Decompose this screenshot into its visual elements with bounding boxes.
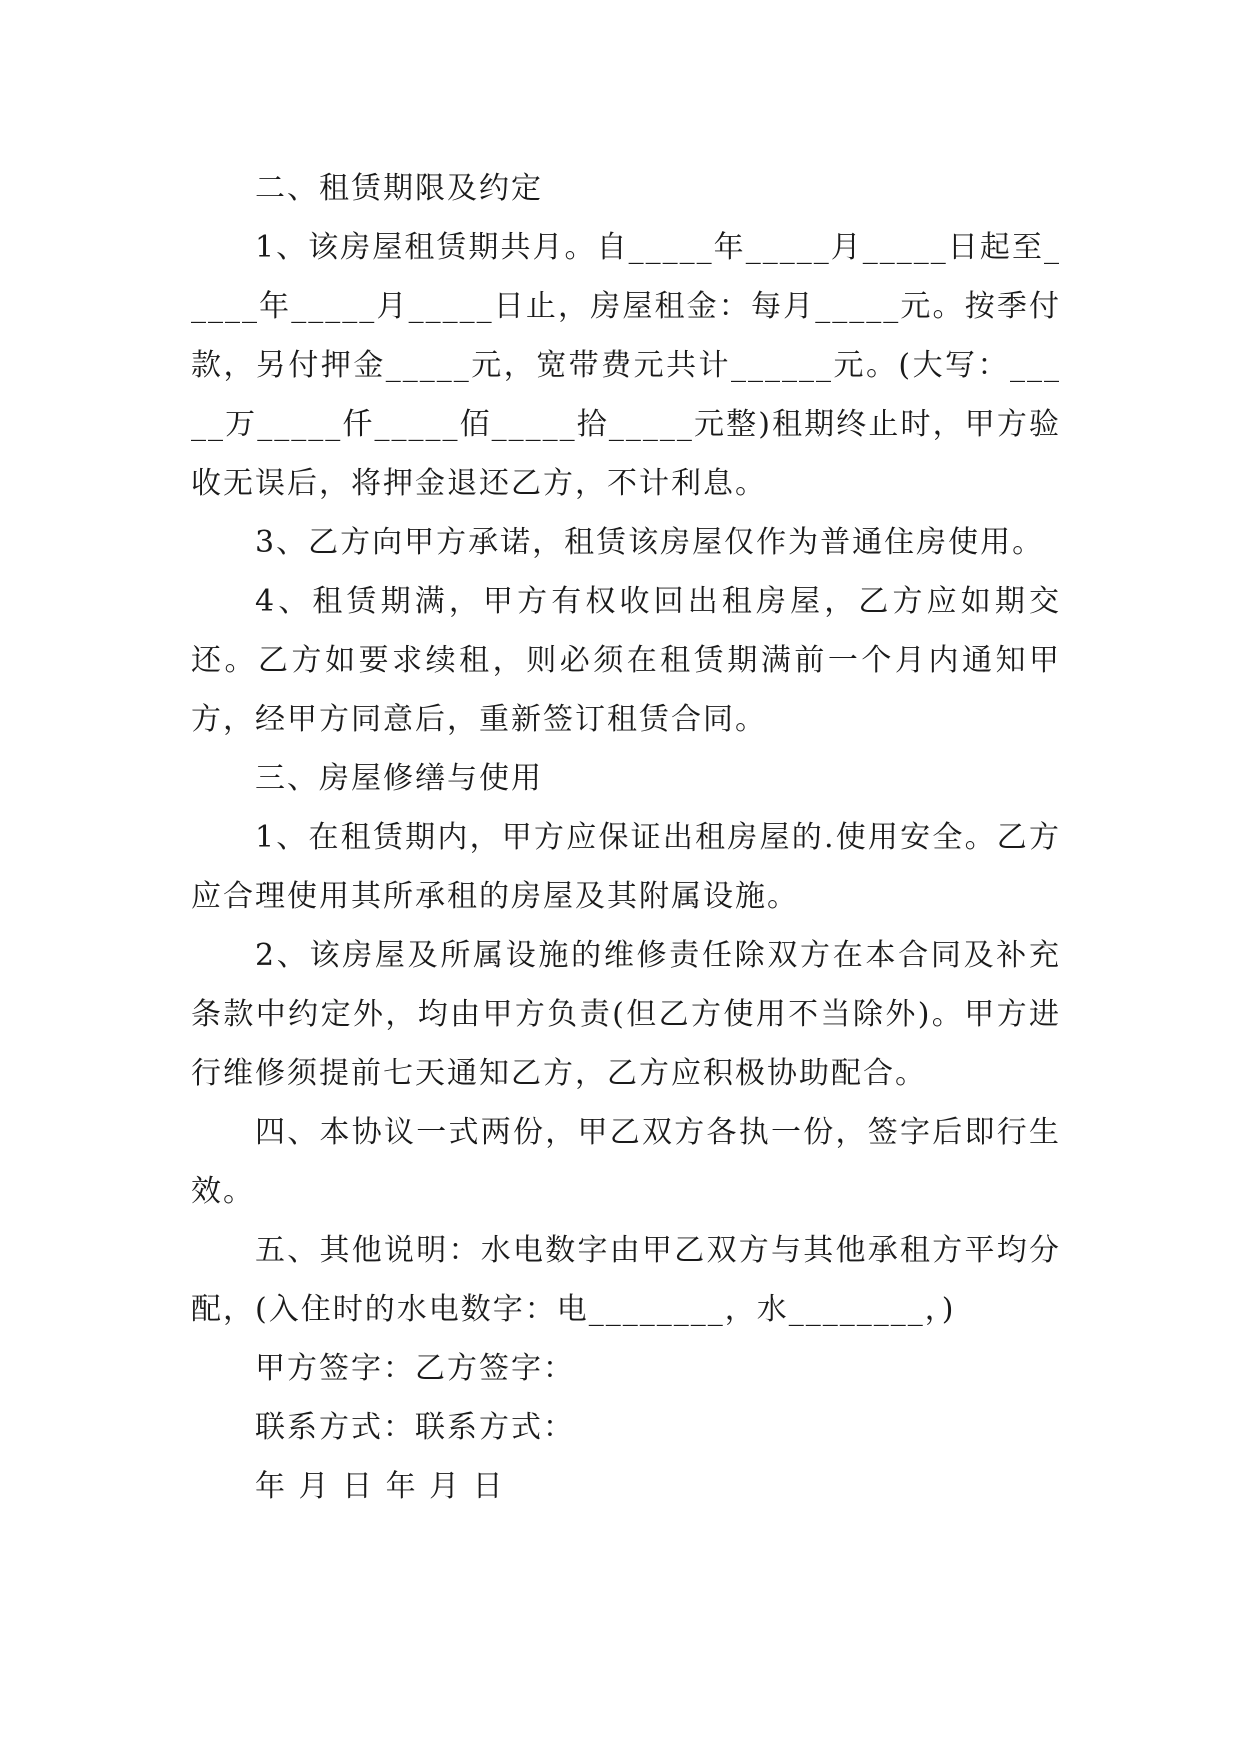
clause-lease-period-and-rent: 1、该房屋租赁期共月。自_____年_____月_____日起至_____年_____月_____日止，房屋租金：每月_____元。按季付款，另付押金_____元，宽带费元共计______元。(大写：_____万_____仟_____佰_____拾_____元整)租期终止时，甲方验收无误后，将押金退还乙方，不计利息。 xyxy=(191,230,1061,501)
signature-line: 甲方签字：乙方签字： xyxy=(255,1351,575,1386)
section-copies-effective: 四、本协议一式两份，甲乙双方各执一份，签字后即行生效。 xyxy=(191,1115,1061,1209)
section-heading-lease-term: 二、租赁期限及约定 xyxy=(255,171,543,206)
section-heading-repair-use: 三、房屋修缮与使用 xyxy=(255,761,543,796)
clause-residential-use: 3、乙方向甲方承诺，租赁该房屋仅作为普通住房使用。 xyxy=(255,525,1045,560)
contact-line: 联系方式：联系方式： xyxy=(255,1410,575,1445)
section-other-notes: 五、其他说明：水电数字由甲乙双方与其他承租方平均分配，(入住时的水电数字：电________，水________，) xyxy=(191,1233,1061,1327)
date-line: 年 月 日 年 月 日 xyxy=(255,1469,505,1504)
clause-maintenance-responsibility: 2、该房屋及所属设施的维修责任除双方在本合同及补充条款中约定外，均由甲方负责(但乙方使用不当除外)。甲方进行维修须提前七天通知乙方，乙方应积极协助配合。 xyxy=(191,938,1061,1091)
clause-lease-expiry-renewal: 4、租赁期满，甲方有权收回出租房屋，乙方应如期交还。乙方如要求续租，则必须在租赁期满前一个月内通知甲方，经甲方同意后，重新签订租赁合同。 xyxy=(191,584,1061,737)
document-body xyxy=(191,159,1061,1516)
clause-safe-use: 1、在租赁期内，甲方应保证出租房屋的.使用安全。乙方应合理使用其所承租的房屋及其附属设施。 xyxy=(191,820,1061,914)
